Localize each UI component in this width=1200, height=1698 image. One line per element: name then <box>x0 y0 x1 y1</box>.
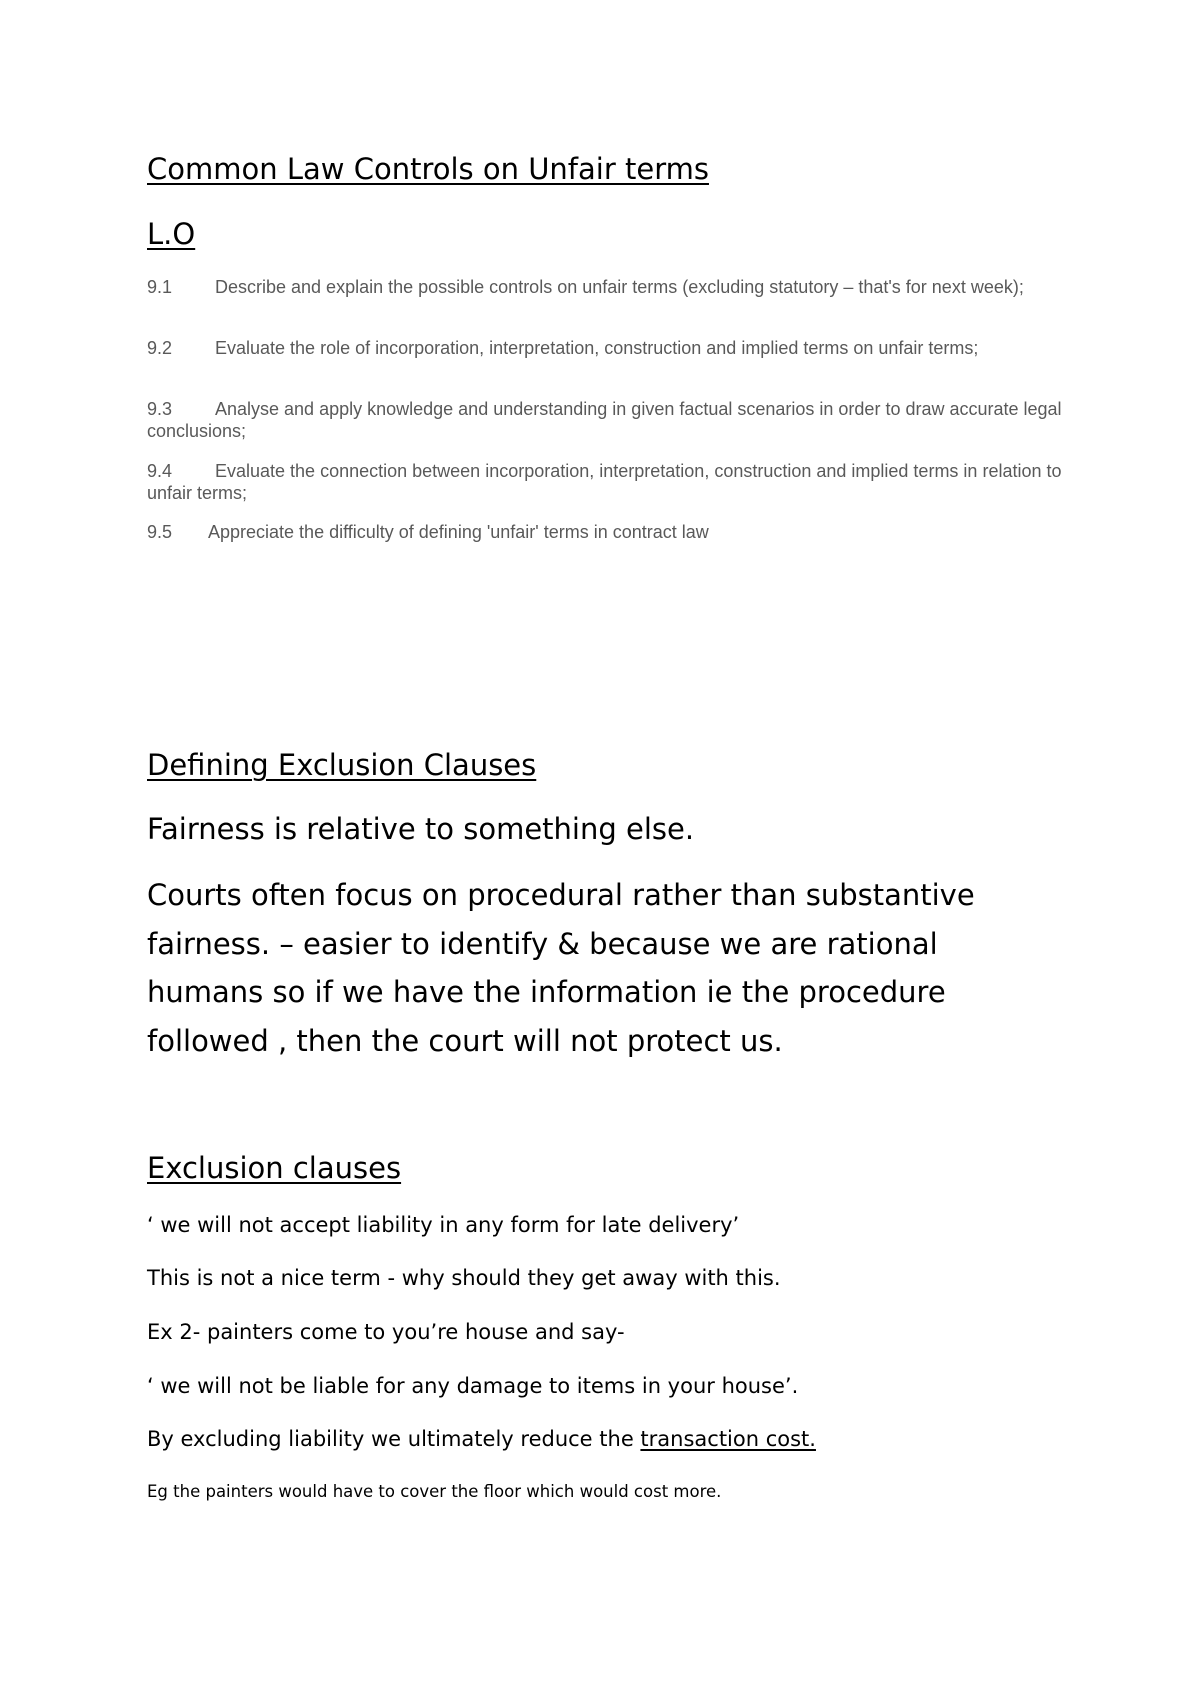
lo-number: 9.3 <box>147 399 173 419</box>
lo-text: Describe and explain the possible controls on unfair terms (excluding statutory – that's for next week); <box>215 277 1024 297</box>
lo-text: Evaluate the connection between incorporation, interpretation, construction and implied terms in relation to unfair terms; <box>147 461 1062 503</box>
learning-outcome-9-2 <box>147 337 1077 359</box>
learning-outcome-9-3 <box>147 398 1077 442</box>
lo-number: 9.5 <box>147 522 173 542</box>
transaction-cost-prefix: By excluding liability we ultimately reduce the <box>147 1427 641 1451</box>
painters-example-line: Ex 2- painters come to you’re house and say- <box>147 1320 625 1344</box>
exclusion-clauses-heading: Exclusion clauses <box>147 1151 402 1185</box>
procedural-fairness-paragraph: Courts often focus on procedural rather than substantive fairness. – easier to identify & because we are rational humans so if we have the information ie the procedure followed , then the court will not protect us. <box>147 878 975 1058</box>
lo-heading: L.O <box>147 217 196 251</box>
transaction-cost-term: transaction cost. <box>640 1427 816 1451</box>
document-title: Common Law Controls on Unfair terms <box>147 152 709 186</box>
lo-text: Evaluate the role of incorporation, interpretation, construction and implied terms on unfair terms; <box>215 338 979 358</box>
painters-floor-note: Eg the painters would have to cover the floor which would cost more. <box>147 1482 722 1501</box>
late-delivery-quote: ‘ we will not accept liability in any form for late delivery’ <box>147 1213 740 1237</box>
damage-quote: ‘ we will not be liable for any damage to items in your house’. <box>147 1374 799 1398</box>
lo-number: 9.4 <box>147 461 173 481</box>
defining-exclusion-heading: Defining Exclusion Clauses <box>147 748 537 782</box>
learning-outcome-9-4 <box>147 460 1077 504</box>
learning-outcome-9-5 <box>147 521 1077 543</box>
lo-text: Appreciate the difficulty of defining 'unfair' terms in contract law <box>208 522 709 542</box>
fairness-line: Fairness is relative to something else. <box>147 812 695 846</box>
learning-outcome-9-1 <box>147 276 1077 298</box>
lo-text: Analyse and apply knowledge and understanding in given factual scenarios in order to draw accurate legal conclusions; <box>147 399 1062 441</box>
transaction-cost-line <box>147 1426 816 1452</box>
not-nice-term-line: This is not a nice term - why should they get away with this. <box>147 1266 781 1290</box>
lo-number: 9.2 <box>147 338 173 358</box>
lo-number: 9.1 <box>147 277 173 297</box>
